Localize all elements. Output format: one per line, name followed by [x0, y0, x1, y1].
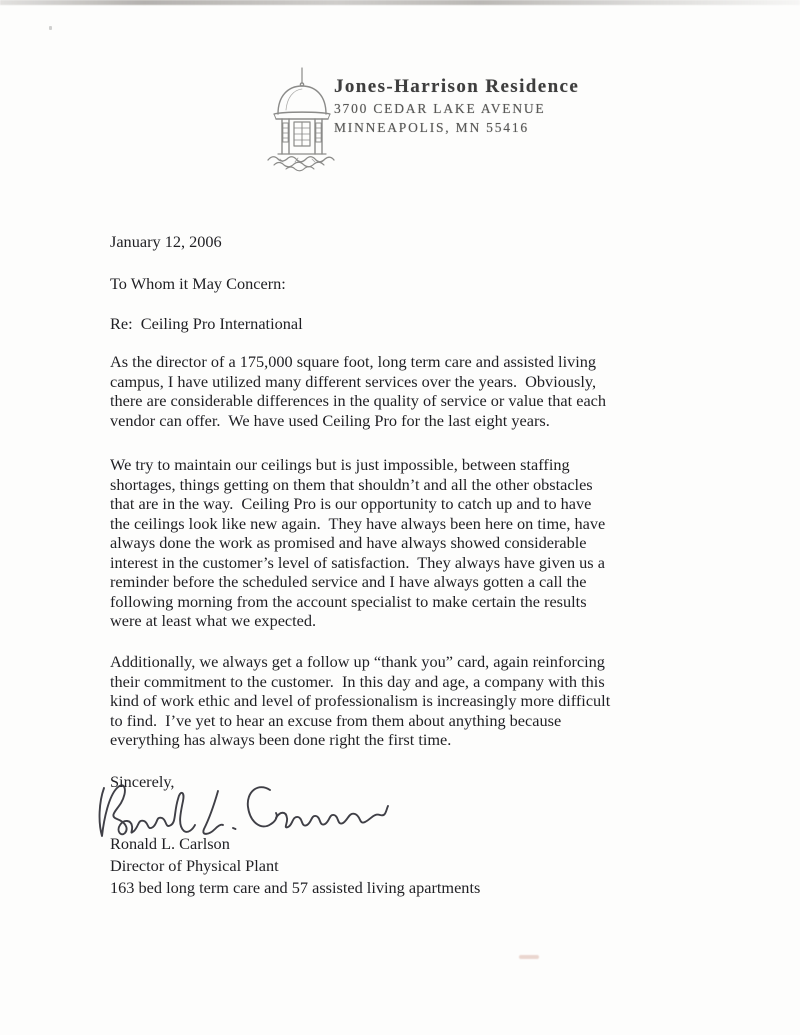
- scanner-edge-shadow: [0, 0, 800, 5]
- letter-paragraph-3: Additionally, we always get a follow up “thank you” card, again reinforcing their commitment to the customer. In this day and age, a company with this kind of work ethic and level of professionalism is increasingly more difficult to find. I’ve yet to hear an excuse from them about anything because everything has always been done right the first time.: [110, 652, 611, 749]
- org-address-line2: MINNEAPOLIS, MN 55416: [334, 120, 529, 135]
- letterhead: [334, 76, 579, 136]
- signer-name: Ronald L. Carlson: [110, 834, 230, 853]
- cupola-logo-illustration: [260, 66, 344, 178]
- letter-date: January 12, 2006: [110, 232, 222, 251]
- org-name: Jones-Harrison Residence: [334, 76, 580, 97]
- org-address-line1: 3700 CEDAR LAKE AVENUE: [334, 101, 546, 116]
- letter-salutation: To Whom it May Concern:: [110, 274, 286, 293]
- scan-speck-artifact: [49, 26, 52, 30]
- signer-title: Director of Physical Plant: [110, 856, 279, 875]
- scan-smudge-artifact: [519, 955, 539, 959]
- letter-paragraph-2: We try to maintain our ceilings but is just impossible, between staffing shortages, things getting on them that shouldn’t and all the other obstacles that are in the way. Ceiling Pro is our opportunity to catch up and to have the ceilings look like new again. They have always been here on time, have always done the work as promised and have always showed considerable interest in the customer’s level of satisfaction. They always have given us a reminder before the scheduled service and I have always gotten a call the following morning from the account specialist to make certain the results were at least what we expected.: [110, 455, 606, 630]
- letter-subject-line: Re: Ceiling Pro International: [110, 314, 303, 333]
- letter-closing: Sincerely,: [110, 772, 175, 791]
- letter-paragraph-1: As the director of a 175,000 square foot, long term care and assisted living campus, I have utilized many different services over the years. Obviously, there are considerable differences in the quality of service or value that each vendor can offer. We have used Ceiling Pro for the last eight years.: [110, 352, 607, 430]
- signer-detail: 163 bed long term care and 57 assisted living apartments: [110, 878, 481, 897]
